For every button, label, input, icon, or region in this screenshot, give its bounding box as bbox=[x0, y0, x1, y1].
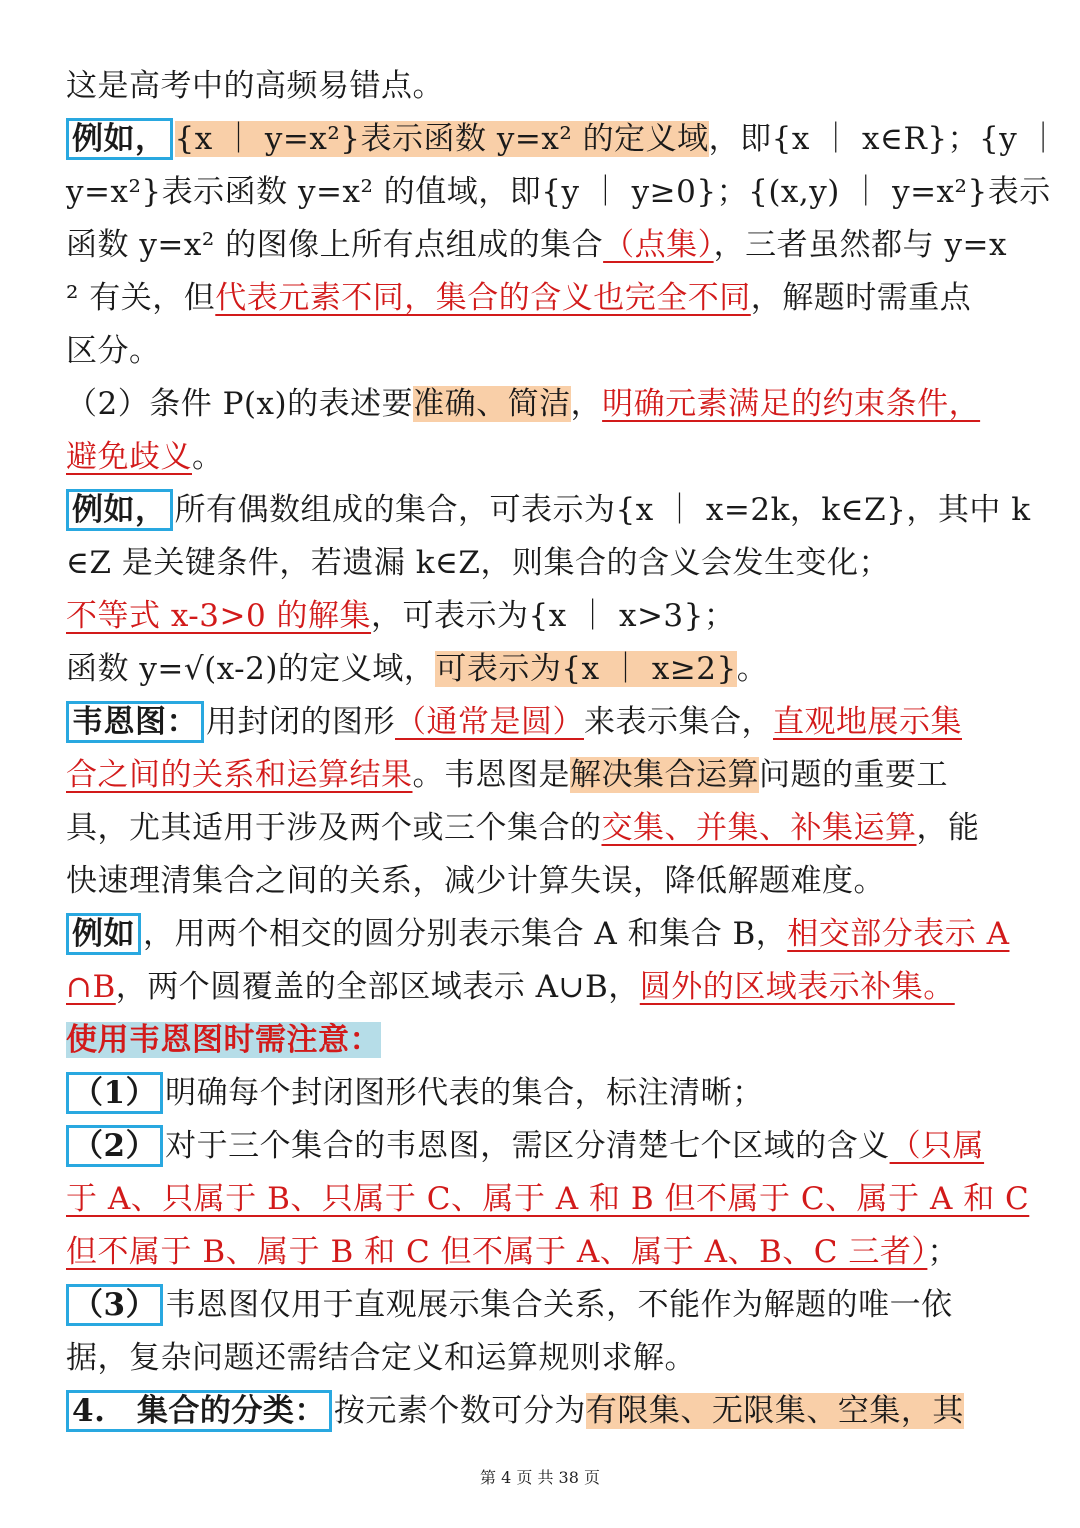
text-run: 函数 y=√(x-2)的定义域， bbox=[66, 651, 436, 687]
text-line bbox=[66, 1173, 1029, 1225]
text-line bbox=[66, 802, 980, 854]
highlighted-text: 有限集、无限集、空集，其 bbox=[585, 1393, 964, 1429]
text-run: 。韦恩图是 bbox=[412, 757, 570, 793]
text-run: ，能 bbox=[916, 810, 980, 846]
emphasis-text: 交集、并集、补集运算 bbox=[601, 810, 917, 846]
text-line bbox=[66, 1067, 764, 1119]
text-line bbox=[66, 1332, 696, 1384]
text-line bbox=[66, 325, 161, 377]
text-line bbox=[66, 696, 962, 748]
text-run: 问题的重要工 bbox=[759, 757, 948, 793]
text-run: 函数 y=x² 的图像上所有点组成的集合 bbox=[66, 227, 604, 263]
highlighted-text: 准确、简洁 bbox=[413, 386, 571, 422]
emphasis-text: 明确元素满足的约束条件， bbox=[602, 386, 981, 422]
text-run: 按元素个数可分为 bbox=[333, 1393, 586, 1429]
text-line bbox=[66, 272, 971, 324]
example-label: 例如， bbox=[66, 489, 173, 531]
highlighted-text: 解决集合运算 bbox=[570, 757, 759, 793]
text-line bbox=[66, 166, 1051, 218]
emphasis-text: 相交部分表示 A bbox=[787, 916, 1010, 952]
text-run: 来表示集合， bbox=[584, 704, 773, 740]
text-line bbox=[66, 1014, 381, 1066]
highlighted-text: 可表示为{x ｜ x≥2} bbox=[435, 651, 737, 687]
text-run: ，三者虽然都与 y=x bbox=[713, 227, 1007, 263]
emphasis-text: （点集） bbox=[603, 227, 714, 263]
emphasis-text: （只属 bbox=[889, 1128, 985, 1164]
text-line bbox=[66, 1279, 953, 1331]
example-label: 例如 bbox=[66, 913, 141, 955]
text-line bbox=[66, 961, 955, 1013]
emphasis-text: 于 A、只属于 B、只属于 C、属于 A 和 B 但不属于 C、属于 A 和 C bbox=[66, 1181, 1030, 1217]
emphasis-text: 避免歧义 bbox=[66, 439, 192, 475]
text-run: 明确每个封闭图形代表的集合，标注清晰； bbox=[165, 1075, 764, 1111]
text-run: 这是高考中的高频易错点。 bbox=[66, 68, 444, 104]
text-run: ，即{x ｜ x∈R}；{y ｜ bbox=[708, 121, 1060, 157]
text-run: 所有偶数组成的集合，可表示为{x ｜ x=2k，k∈Z}，其中 k bbox=[174, 492, 1031, 528]
text-run: 快速理清集合之间的关系，减少计算失误，降低解题难度。 bbox=[66, 863, 885, 899]
emphasis-text: ∩B bbox=[66, 969, 116, 1005]
example-label: 例如， bbox=[66, 118, 173, 160]
section-heading: 4. 集合的分类： bbox=[66, 1390, 332, 1432]
text-line bbox=[66, 431, 224, 483]
section-label: 韦恩图： bbox=[66, 701, 204, 743]
text-run: 区分。 bbox=[66, 333, 161, 369]
text-run: ∈Z 是关键条件，若遗漏 k∈Z，则集合的含义会发生变化； bbox=[66, 545, 890, 581]
highlighted-text: {x ｜ y=x²}表示函数 y=x² 的定义域 bbox=[174, 121, 709, 157]
text-line bbox=[66, 537, 890, 589]
emphasis-text: 直观地展示集 bbox=[773, 704, 962, 740]
text-run: 韦恩图仅用于直观展示集合关系，不能作为解题的唯一依 bbox=[165, 1287, 953, 1323]
text-run: （2）条件 P(x)的表述要 bbox=[66, 386, 414, 422]
text-line bbox=[66, 219, 1007, 271]
text-run: 对于三个集合的韦恩图，需区分清楚七个区域的含义 bbox=[165, 1128, 890, 1164]
text-run: y=x²}表示函数 y=x² 的值域，即{y ｜ y≥0}；{(x,y) ｜ y=x²}表示 bbox=[66, 174, 1051, 210]
text-line bbox=[66, 908, 1009, 960]
page-footer: 第 4 页 共 38 页 bbox=[480, 1468, 600, 1487]
text-line bbox=[66, 643, 768, 695]
text-run: 据，复杂问题还需结合定义和运算规则求解。 bbox=[66, 1340, 696, 1376]
item-number: （1） bbox=[66, 1072, 163, 1114]
text-line bbox=[66, 1226, 959, 1278]
item-number: （2） bbox=[66, 1125, 163, 1167]
text-line bbox=[66, 60, 444, 112]
text-run: 具，尤其适用于涉及两个或三个集合的 bbox=[66, 810, 602, 846]
text-run: 用封闭的图形 bbox=[206, 704, 395, 740]
text-line bbox=[66, 855, 885, 907]
emphasis-text: 但不属于 B、属于 B 和 C 但不属于 A、属于 A、B、C 三者） bbox=[66, 1234, 928, 1270]
text-run: 。 bbox=[192, 439, 224, 475]
emphasis-text: 代表元素不同，集合的含义也完全不同 bbox=[215, 280, 751, 316]
text-line bbox=[66, 1385, 964, 1437]
text-line bbox=[66, 1120, 984, 1172]
text-line bbox=[66, 484, 1031, 536]
text-run: 。 bbox=[736, 651, 769, 687]
text-line bbox=[66, 378, 980, 430]
text-line bbox=[66, 749, 948, 801]
text-run: ，解题时需重点 bbox=[750, 280, 972, 316]
emphasis-text: （通常是圆） bbox=[395, 704, 584, 740]
text-run: ，用两个相交的圆分别表示集合 A 和集合 B， bbox=[143, 916, 788, 952]
emphasis-text: 圆外的区域表示补集。 bbox=[639, 969, 955, 1005]
text-run: ， bbox=[570, 386, 603, 422]
text-line bbox=[66, 590, 735, 642]
text-run: ² 有关，但 bbox=[66, 280, 216, 316]
emphasis-text: 不等式 x-3>0 的解集 bbox=[66, 598, 372, 634]
text-run: ； bbox=[927, 1234, 959, 1270]
text-run: ，两个圆覆盖的全部区域表示 A∪B， bbox=[115, 969, 640, 1005]
emphasis-text: 合之间的关系和运算结果 bbox=[66, 757, 413, 793]
text-run: ，可表示为{x ｜ x>3}； bbox=[371, 598, 736, 634]
item-number: （3） bbox=[66, 1284, 163, 1326]
text-line bbox=[66, 113, 1059, 165]
subheading: 使用韦恩图时需注意： bbox=[66, 1022, 381, 1058]
